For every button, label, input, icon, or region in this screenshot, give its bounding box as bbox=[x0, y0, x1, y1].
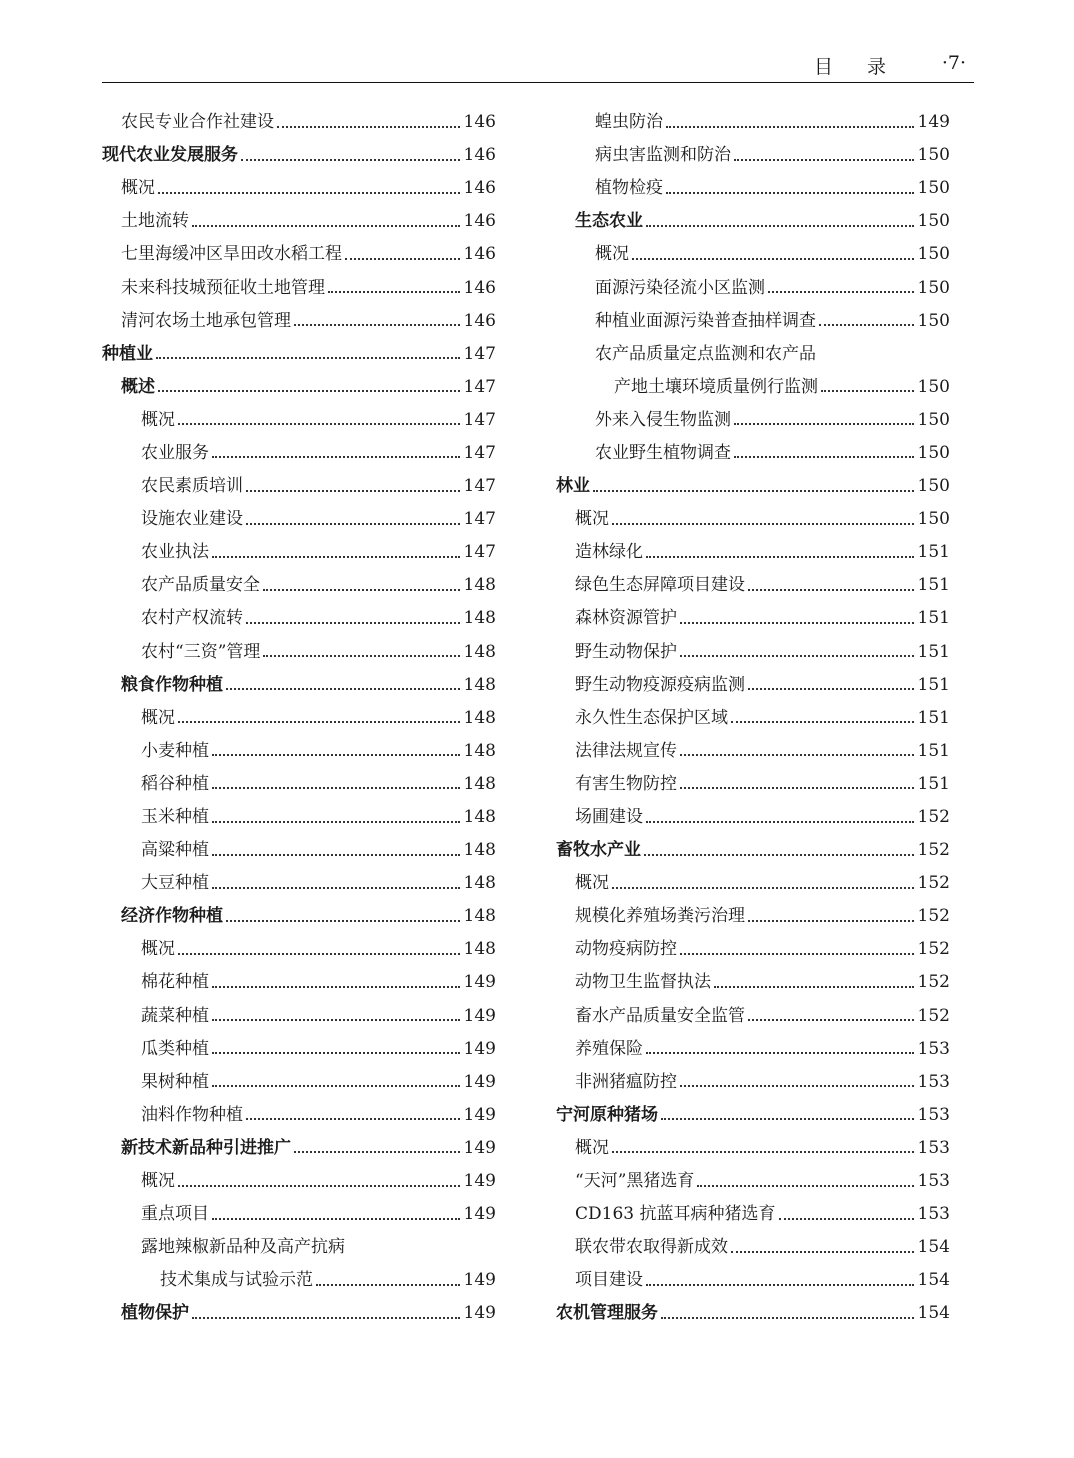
toc-entry bbox=[102, 503, 496, 536]
dot-leader bbox=[212, 854, 460, 856]
dot-leader bbox=[680, 754, 914, 756]
dot-leader bbox=[666, 192, 914, 194]
toc-entry-label: 野生动物疫源疫病监测 bbox=[575, 674, 745, 695]
dot-leader bbox=[819, 324, 914, 326]
toc-entry-page: 149 bbox=[463, 1171, 496, 1192]
toc-entry-label: 畜牧水产业 bbox=[556, 840, 641, 861]
toc-entry-label: 植物保护 bbox=[121, 1303, 189, 1324]
toc-entry-label: 概况 bbox=[141, 939, 175, 960]
dot-leader bbox=[731, 721, 914, 723]
toc-entry bbox=[556, 801, 950, 834]
toc-entry-label: 农业野生植物调查 bbox=[595, 442, 731, 463]
dot-leader bbox=[593, 490, 914, 492]
toc-entry bbox=[556, 602, 950, 635]
toc-entry-page: 152 bbox=[917, 972, 950, 993]
toc-entry-label: 病虫害监测和防治 bbox=[595, 145, 731, 166]
dot-leader bbox=[212, 556, 460, 558]
dot-leader bbox=[226, 920, 460, 922]
toc-entry-page: 146 bbox=[463, 211, 496, 232]
toc-entry-page: 148 bbox=[463, 773, 496, 794]
toc-entry-page: 152 bbox=[917, 939, 950, 960]
toc-entry-label: 概况 bbox=[595, 244, 629, 265]
dot-leader bbox=[158, 390, 460, 392]
toc-entry-label: 造林绿化 bbox=[575, 542, 643, 563]
toc-entry bbox=[556, 1033, 950, 1066]
toc-entry bbox=[556, 1132, 950, 1165]
toc-entry-page: 147 bbox=[463, 343, 496, 364]
dot-leader bbox=[612, 1151, 914, 1153]
toc-entry-page: 151 bbox=[917, 575, 950, 596]
toc-entry-page: 152 bbox=[917, 906, 950, 927]
toc-entry bbox=[556, 503, 950, 536]
toc-entry-page: 152 bbox=[917, 1005, 950, 1026]
toc-entry bbox=[556, 702, 950, 735]
toc-entry-label: 有害生物防控 bbox=[575, 773, 677, 794]
toc-entry bbox=[102, 1066, 496, 1099]
toc-entry-label: 概况 bbox=[575, 1137, 609, 1158]
toc-entry bbox=[556, 536, 950, 569]
toc-entry-page: 150 bbox=[917, 277, 950, 298]
toc-entry-page: 152 bbox=[917, 840, 950, 861]
toc-entry bbox=[556, 900, 950, 933]
toc-entry bbox=[556, 305, 950, 338]
dot-leader bbox=[734, 423, 914, 425]
toc-entry-page: 147 bbox=[463, 542, 496, 563]
toc-entry-page: 147 bbox=[463, 509, 496, 530]
toc-entry bbox=[556, 1198, 950, 1231]
toc-entry bbox=[102, 371, 496, 404]
toc-entry-label: 蔬菜种植 bbox=[141, 1005, 209, 1026]
dot-leader bbox=[748, 1019, 914, 1021]
dot-leader bbox=[212, 1218, 460, 1220]
toc-entry bbox=[102, 437, 496, 470]
toc-entry-label: “天河”黑猪选育 bbox=[575, 1171, 695, 1192]
dot-leader bbox=[277, 126, 460, 128]
toc-entry-page: 149 bbox=[463, 1038, 496, 1059]
dot-leader bbox=[646, 821, 914, 823]
dot-leader bbox=[212, 887, 460, 889]
dot-leader bbox=[212, 1052, 460, 1054]
dot-leader bbox=[212, 787, 460, 789]
toc-entry-label: 养殖保险 bbox=[575, 1038, 643, 1059]
toc-entry bbox=[556, 867, 950, 900]
toc-entry-page: 148 bbox=[463, 740, 496, 761]
toc-entry bbox=[102, 1132, 496, 1165]
toc-entry-label: 永久性生态保护区域 bbox=[575, 707, 728, 728]
toc-entry-label: 七里海缓冲区旱田改水稻工程 bbox=[121, 244, 342, 265]
toc-entry bbox=[556, 1066, 950, 1099]
dot-leader bbox=[178, 953, 460, 955]
toc-entry-page: 154 bbox=[917, 1237, 950, 1258]
toc-entry-label: 面源污染径流小区监测 bbox=[595, 277, 765, 298]
toc-entry-label: 土地流转 bbox=[121, 211, 189, 232]
dot-leader bbox=[328, 291, 460, 293]
page-number: ·7· bbox=[941, 52, 966, 74]
toc-entry bbox=[102, 404, 496, 437]
toc-entry-label: 概况 bbox=[575, 509, 609, 530]
dot-leader bbox=[632, 258, 914, 260]
toc-entry bbox=[556, 933, 950, 966]
toc-entry-page: 146 bbox=[463, 178, 496, 199]
toc-entry-label: 技术集成与试验示范 bbox=[160, 1270, 313, 1291]
toc-entry-page: 148 bbox=[463, 707, 496, 728]
toc-entry-page: 148 bbox=[463, 873, 496, 894]
toc-entry-page: 153 bbox=[917, 1038, 950, 1059]
toc-entry-label: 宁河原种猪场 bbox=[556, 1104, 658, 1125]
dot-leader bbox=[212, 1085, 460, 1087]
toc-entry-label: CD163 抗蓝耳病种猪选育 bbox=[575, 1204, 776, 1225]
toc-entry-page: 146 bbox=[463, 244, 496, 265]
toc-entry-label: 果树种植 bbox=[141, 1071, 209, 1092]
toc-entry-page: 154 bbox=[917, 1303, 950, 1324]
toc-entry bbox=[102, 1231, 496, 1264]
toc-entry bbox=[556, 404, 950, 437]
dot-leader bbox=[246, 622, 460, 624]
toc-entry-label: 森林资源管护 bbox=[575, 608, 677, 629]
toc-entry-label: 油料作物种植 bbox=[141, 1104, 243, 1125]
toc-entry bbox=[556, 139, 950, 172]
dot-leader bbox=[192, 225, 460, 227]
dot-leader bbox=[714, 986, 914, 988]
toc-entry-page: 147 bbox=[463, 442, 496, 463]
toc-entry-page: 151 bbox=[917, 773, 950, 794]
toc-entry-label: 畜水产品质量安全监管 bbox=[575, 1005, 745, 1026]
toc-entry-label: 露地辣椒新品种及高产抗病 bbox=[141, 1237, 345, 1258]
dot-leader bbox=[661, 1317, 914, 1319]
dot-leader bbox=[768, 291, 914, 293]
toc-entry-label: 棉花种植 bbox=[141, 972, 209, 993]
toc-entry-page: 150 bbox=[917, 442, 950, 463]
toc-entry-label: 农民专业合作社建设 bbox=[121, 112, 274, 133]
toc-entry-page: 148 bbox=[463, 641, 496, 662]
toc-entry-label: 农机管理服务 bbox=[556, 1303, 658, 1324]
toc-entry-label: 动物疫病防控 bbox=[575, 939, 677, 960]
toc-entry-page: 148 bbox=[463, 608, 496, 629]
toc-entry-page: 147 bbox=[463, 376, 496, 397]
toc-entry-page: 153 bbox=[917, 1137, 950, 1158]
toc-entry-page: 152 bbox=[917, 807, 950, 828]
toc-entry-page: 153 bbox=[917, 1204, 950, 1225]
dot-leader bbox=[178, 423, 460, 425]
toc-entry bbox=[102, 602, 496, 635]
dot-leader bbox=[246, 1118, 460, 1120]
toc-entry-page: 150 bbox=[917, 244, 950, 265]
dot-leader bbox=[779, 1218, 914, 1220]
toc-entry-page: 150 bbox=[917, 409, 950, 430]
toc-entry-page: 146 bbox=[463, 310, 496, 331]
toc-entry bbox=[556, 569, 950, 602]
toc-entry-label: 野生动物保护 bbox=[575, 641, 677, 662]
toc-entry-page: 153 bbox=[917, 1171, 950, 1192]
toc-entry bbox=[102, 636, 496, 669]
toc-entry bbox=[556, 437, 950, 470]
toc-entry-label: 蝗虫防治 bbox=[595, 112, 663, 133]
toc-entry-page: 148 bbox=[463, 906, 496, 927]
dot-leader bbox=[192, 1317, 460, 1319]
dot-leader bbox=[731, 1251, 914, 1253]
toc-entry-page: 149 bbox=[463, 1270, 496, 1291]
dot-leader bbox=[263, 655, 459, 657]
toc-entry bbox=[102, 338, 496, 371]
toc-entry-label: 农业服务 bbox=[141, 442, 209, 463]
toc-entry bbox=[102, 1033, 496, 1066]
toc-entry-page: 147 bbox=[463, 409, 496, 430]
toc-entry bbox=[556, 238, 950, 271]
toc-entry-label: 外来入侵生物监测 bbox=[595, 409, 731, 430]
toc-entry-label: 清河农场土地承包管理 bbox=[121, 310, 291, 331]
dot-leader bbox=[612, 523, 914, 525]
toc-entry bbox=[102, 900, 496, 933]
dot-leader bbox=[734, 159, 914, 161]
toc-entry-page: 151 bbox=[917, 740, 950, 761]
dot-leader bbox=[821, 390, 914, 392]
toc-entry bbox=[102, 867, 496, 900]
dot-leader bbox=[263, 589, 460, 591]
dot-leader bbox=[226, 688, 460, 690]
dot-leader bbox=[612, 887, 914, 889]
toc-entry bbox=[556, 834, 950, 867]
toc-entry-label: 玉米种植 bbox=[141, 807, 209, 828]
toc-entry-page: 153 bbox=[917, 1104, 950, 1125]
toc-entry bbox=[556, 1297, 950, 1330]
toc-entry-label: 大豆种植 bbox=[141, 873, 209, 894]
toc-entry-page: 150 bbox=[917, 310, 950, 331]
toc-entry bbox=[556, 271, 950, 304]
toc-entry bbox=[102, 205, 496, 238]
dot-leader bbox=[212, 754, 460, 756]
toc-entry-label: 种植业 bbox=[102, 343, 153, 364]
dot-leader bbox=[680, 787, 914, 789]
toc-entry bbox=[556, 1165, 950, 1198]
toc-entry-page: 152 bbox=[917, 873, 950, 894]
toc-entry bbox=[556, 1264, 950, 1297]
toc-entry-label: 种植业面源污染普查抽样调查 bbox=[595, 310, 816, 331]
toc-entry-label: 动物卫生监督执法 bbox=[575, 972, 711, 993]
toc-entry bbox=[102, 966, 496, 999]
dot-leader bbox=[644, 854, 914, 856]
toc-entry-page: 150 bbox=[917, 178, 950, 199]
toc-entry bbox=[102, 139, 496, 172]
dot-leader bbox=[680, 622, 914, 624]
toc-entry-label: 小麦种植 bbox=[141, 740, 209, 761]
toc-entry bbox=[556, 106, 950, 139]
toc-entry bbox=[102, 669, 496, 702]
toc-entry bbox=[102, 172, 496, 205]
dot-leader bbox=[246, 523, 460, 525]
toc-entry-label: 新技术新品种引进推广 bbox=[121, 1137, 291, 1158]
toc-entry-page: 146 bbox=[463, 145, 496, 166]
toc-entry bbox=[102, 305, 496, 338]
toc-entry-label: 农村“三资”管理 bbox=[141, 641, 261, 662]
toc-entry bbox=[556, 371, 950, 404]
dot-leader bbox=[158, 192, 460, 194]
toc-entry-page: 150 bbox=[917, 376, 950, 397]
toc-entry bbox=[102, 1000, 496, 1033]
dot-leader bbox=[156, 357, 460, 359]
toc-entry bbox=[556, 966, 950, 999]
toc-entry-label: 规模化养殖场粪污治理 bbox=[575, 906, 745, 927]
section-title: 目 录 bbox=[813, 56, 900, 78]
dot-leader bbox=[748, 688, 914, 690]
toc-entry-page: 146 bbox=[463, 112, 496, 133]
toc-entry bbox=[556, 768, 950, 801]
toc-entry bbox=[102, 735, 496, 768]
toc-entry-label: 概况 bbox=[141, 707, 175, 728]
dot-leader bbox=[734, 456, 914, 458]
dot-leader bbox=[246, 490, 460, 492]
toc-entry-label: 法律法规宣传 bbox=[575, 740, 677, 761]
dot-leader bbox=[646, 556, 914, 558]
header-rule bbox=[102, 82, 974, 83]
toc-entry-page: 149 bbox=[463, 1204, 496, 1225]
dot-leader bbox=[178, 1185, 460, 1187]
toc-entry bbox=[102, 569, 496, 602]
toc-entry-label: 设施农业建设 bbox=[141, 509, 243, 530]
toc-entry bbox=[556, 470, 950, 503]
toc-entry-label: 瓜类种植 bbox=[141, 1038, 209, 1059]
toc-entry-page: 154 bbox=[917, 1270, 950, 1291]
dot-leader bbox=[178, 721, 460, 723]
toc-entry bbox=[556, 669, 950, 702]
toc-entry bbox=[102, 1099, 496, 1132]
toc-entry-page: 151 bbox=[917, 608, 950, 629]
toc-entry-page: 151 bbox=[917, 707, 950, 728]
toc-entry-label: 产地土壤环境质量例行监测 bbox=[614, 376, 818, 397]
toc-entry bbox=[556, 1000, 950, 1033]
page-header bbox=[102, 52, 974, 82]
toc-entry-page: 149 bbox=[463, 1104, 496, 1125]
toc-entry bbox=[556, 636, 950, 669]
dot-leader bbox=[316, 1284, 460, 1286]
toc-entry-label: 非洲猪瘟防控 bbox=[575, 1071, 677, 1092]
dot-leader bbox=[345, 258, 460, 260]
dot-leader bbox=[646, 1052, 914, 1054]
toc-entry bbox=[556, 205, 950, 238]
toc-left-column bbox=[102, 106, 496, 1330]
toc-entry bbox=[102, 801, 496, 834]
dot-leader bbox=[241, 159, 460, 161]
toc-entry-page: 148 bbox=[463, 840, 496, 861]
toc-entry-page: 147 bbox=[463, 476, 496, 497]
toc-entry-label: 农民素质培训 bbox=[141, 476, 243, 497]
toc-entry bbox=[102, 470, 496, 503]
toc-entry-label: 概况 bbox=[141, 1171, 175, 1192]
toc-entry-page: 149 bbox=[463, 1137, 496, 1158]
toc-entry-page: 149 bbox=[463, 1005, 496, 1026]
toc-entry-label: 联农带农取得新成效 bbox=[575, 1237, 728, 1258]
toc-entry-page: 150 bbox=[917, 211, 950, 232]
toc-entry-label: 农村产权流转 bbox=[141, 608, 243, 629]
dot-leader bbox=[680, 1085, 914, 1087]
toc-entry bbox=[556, 172, 950, 205]
toc-entry-label: 高粱种植 bbox=[141, 840, 209, 861]
toc-entry-label: 经济作物种植 bbox=[121, 906, 223, 927]
toc-entry-page: 150 bbox=[917, 476, 950, 497]
toc-entry-page: 148 bbox=[463, 575, 496, 596]
dot-leader bbox=[212, 1019, 460, 1021]
toc-entry bbox=[102, 238, 496, 271]
toc-entry-label: 未来科技城预征收土地管理 bbox=[121, 277, 325, 298]
toc-entry-label: 概述 bbox=[121, 376, 155, 397]
toc-entry-label: 项目建设 bbox=[575, 1270, 643, 1291]
toc-entry bbox=[556, 1231, 950, 1264]
toc-entry-page: 151 bbox=[917, 542, 950, 563]
toc-entry bbox=[102, 536, 496, 569]
dot-leader bbox=[294, 324, 460, 326]
toc-entry-page: 151 bbox=[917, 674, 950, 695]
dot-leader bbox=[680, 655, 914, 657]
toc-entry bbox=[102, 702, 496, 735]
toc-entry bbox=[102, 768, 496, 801]
toc-entry-page: 148 bbox=[463, 939, 496, 960]
dot-leader bbox=[212, 456, 460, 458]
toc-entry-label: 农产品质量安全 bbox=[141, 575, 260, 596]
toc-entry-label: 农产品质量定点监测和农产品 bbox=[595, 343, 816, 364]
toc-entry-page: 149 bbox=[463, 972, 496, 993]
dot-leader bbox=[661, 1118, 914, 1120]
dot-leader bbox=[212, 986, 460, 988]
toc-entry-page: 149 bbox=[917, 112, 950, 133]
toc-entry-label: 概况 bbox=[121, 178, 155, 199]
toc-entry-label: 生态农业 bbox=[575, 211, 643, 232]
toc-entry-page: 148 bbox=[463, 674, 496, 695]
toc-entry bbox=[556, 338, 950, 371]
toc-entry-page: 148 bbox=[463, 807, 496, 828]
toc-entry-page: 146 bbox=[463, 277, 496, 298]
toc-entry-label: 植物检疫 bbox=[595, 178, 663, 199]
toc-entry-label: 粮食作物种植 bbox=[121, 674, 223, 695]
toc-entry-label: 农业执法 bbox=[141, 542, 209, 563]
toc-entry bbox=[102, 1198, 496, 1231]
toc-entry-label: 重点项目 bbox=[141, 1204, 209, 1225]
toc-entry-page: 150 bbox=[917, 145, 950, 166]
toc-entry-page: 149 bbox=[463, 1071, 496, 1092]
dot-leader bbox=[666, 126, 914, 128]
dot-leader bbox=[697, 1185, 913, 1187]
toc-entry-page: 151 bbox=[917, 641, 950, 662]
dot-leader bbox=[680, 953, 914, 955]
toc-entry-label: 概况 bbox=[575, 873, 609, 894]
dot-leader bbox=[748, 589, 914, 591]
toc-entry bbox=[102, 271, 496, 304]
toc-entry-label: 稻谷种植 bbox=[141, 773, 209, 794]
toc-entry bbox=[102, 1264, 496, 1297]
toc-entry-label: 绿色生态屏障项目建设 bbox=[575, 575, 745, 596]
toc-entry-page: 150 bbox=[917, 509, 950, 530]
dot-leader bbox=[646, 1284, 914, 1286]
dot-leader bbox=[294, 1151, 460, 1153]
toc-entry bbox=[102, 1165, 496, 1198]
toc-entry-label: 场圃建设 bbox=[575, 807, 643, 828]
toc-entry-label: 林业 bbox=[556, 476, 590, 497]
toc-entry-label: 现代农业发展服务 bbox=[102, 145, 238, 166]
toc-entry bbox=[556, 1099, 950, 1132]
dot-leader bbox=[646, 225, 914, 227]
dot-leader bbox=[748, 920, 914, 922]
toc-entry bbox=[102, 106, 496, 139]
toc-entry-page: 149 bbox=[463, 1303, 496, 1324]
dot-leader bbox=[212, 821, 460, 823]
toc-entry bbox=[556, 735, 950, 768]
toc-right-column bbox=[556, 106, 950, 1330]
toc-entry bbox=[102, 834, 496, 867]
toc-entry bbox=[102, 933, 496, 966]
toc-entry bbox=[102, 1297, 496, 1330]
toc-entry-page: 153 bbox=[917, 1071, 950, 1092]
toc-entry-label: 概况 bbox=[141, 409, 175, 430]
